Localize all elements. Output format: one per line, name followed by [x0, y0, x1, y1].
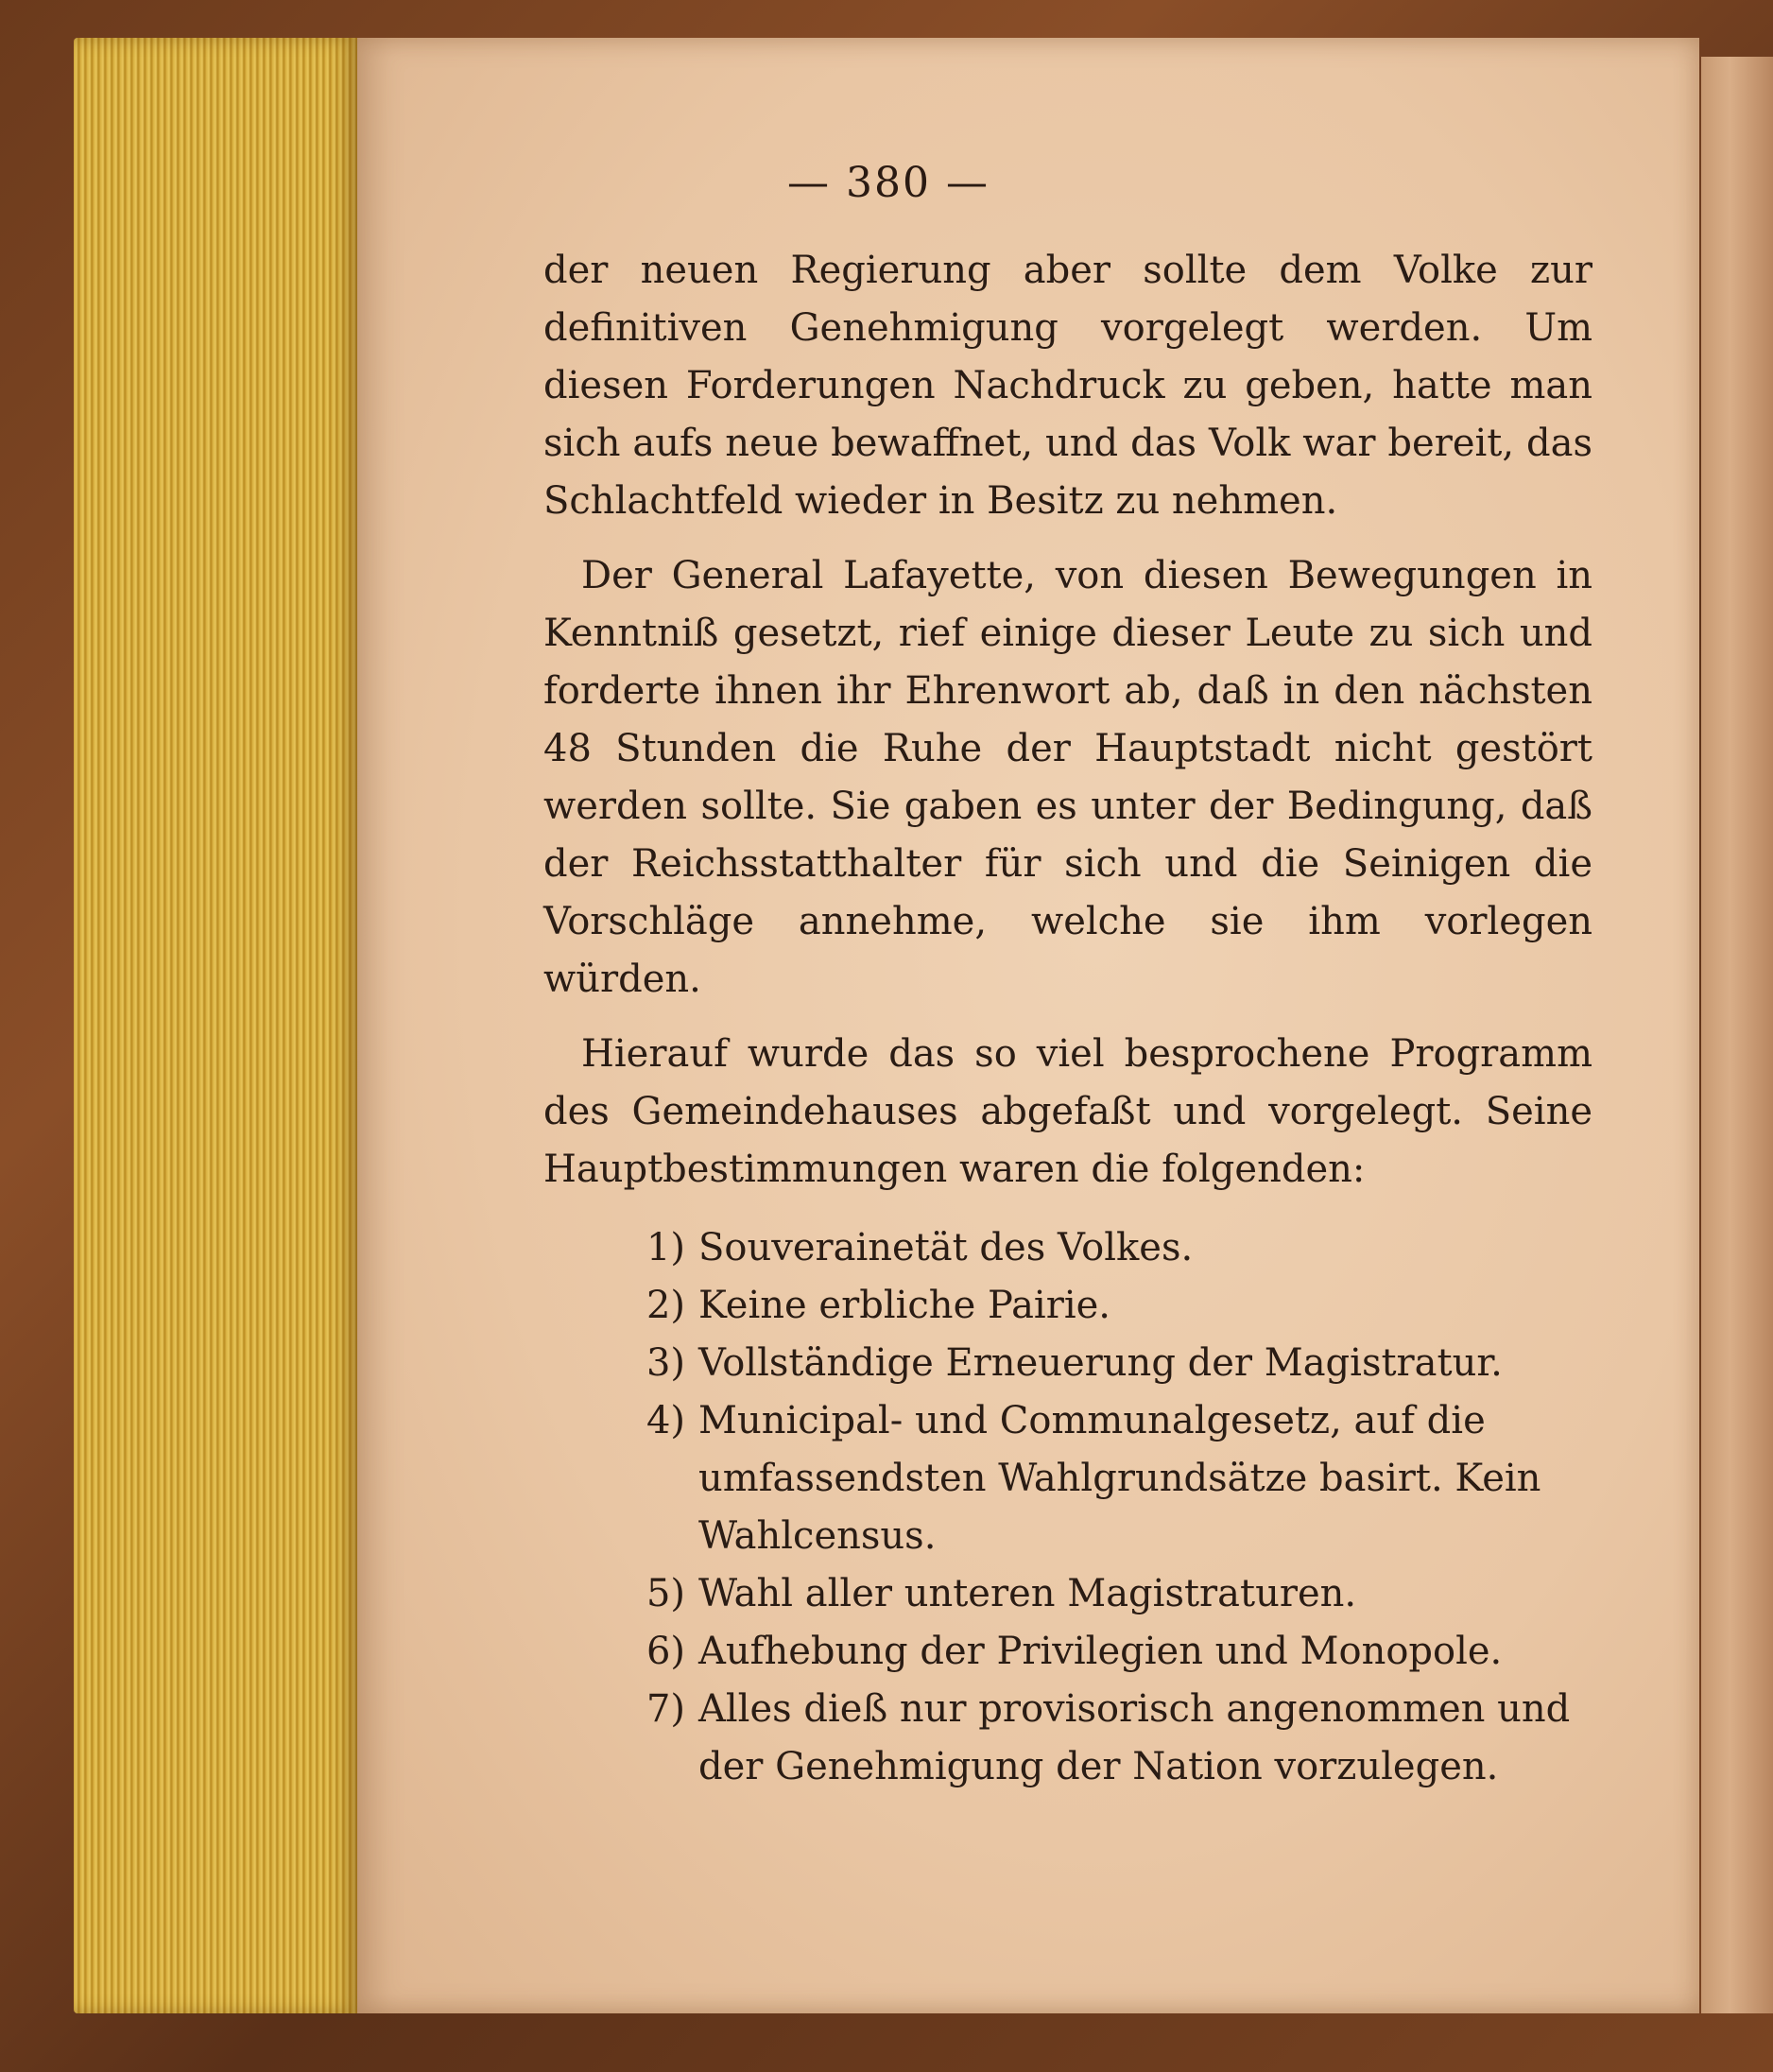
list-text: Keine erbliche Pairie.	[698, 1284, 1111, 1327]
list-number: 2)	[646, 1284, 685, 1327]
page-text	[543, 242, 1592, 1796]
list-item	[543, 1623, 1592, 1681]
list-item	[543, 1681, 1592, 1796]
list-text: Vollständige Erneuerung der Magistratur.	[698, 1341, 1503, 1385]
list-text: Alles dieß nur provisorisch angenommen und der Genehmigung der Nation vorzulegen.	[698, 1687, 1571, 1788]
paragraph: der neuen Regierung aber sollte dem Volke zur definitiven Genehmigung vorgelegt werden. Um diesen Forderungen Nachdruck zu geben, hatte man sich aufs neue bewaffnet, und das Volk war bereit, das Schlachtfeld wieder in Besitz zu nehmen.	[543, 249, 1592, 523]
page-number: — 380 —	[787, 159, 990, 207]
list-number: 4)	[646, 1399, 685, 1442]
list-number: 3)	[646, 1341, 685, 1385]
list-text: Municipal- und Communalgesetz, auf die umfassendsten Wahlgrundsätze basirt. Kein Wahlcensus.	[698, 1399, 1541, 1558]
list-item	[543, 1392, 1592, 1565]
list-item	[543, 1565, 1592, 1623]
page-edges	[74, 38, 357, 2013]
paragraph: Hierauf wurde das so viel besprochene Programm des Gemeindehauses abgefaßt und vorgelegt. Seine Hauptbestimmungen waren die folgenden:	[543, 1032, 1592, 1191]
list-number: 5)	[646, 1572, 685, 1615]
list-item	[543, 1277, 1592, 1335]
list-text: Aufhebung der Privilegien und Monopole.	[698, 1630, 1503, 1673]
list-item	[543, 1335, 1592, 1392]
list-number: 6)	[646, 1630, 685, 1673]
list-number: 7)	[646, 1687, 685, 1731]
list-item	[543, 1219, 1592, 1277]
list-text: Souverainetät des Volkes.	[698, 1226, 1194, 1269]
paragraph: Der General Lafayette, von diesen Bewegungen in Kenntniß gesetzt, rief einige dieser Leute zu sich und forderte ihnen ihr Ehrenwort ab, daß in den nächsten 48 Stunden die Ruhe der Hauptstadt nicht gestört werden sollte. Sie gaben es unter der Bedingung, daß der Reichsstatthalter für sich und die Seinigen die Vorschläge annehme, welche sie ihm vorlegen würden.	[543, 554, 1592, 1001]
program-list	[543, 1219, 1592, 1796]
next-page-edge	[1701, 57, 1773, 2013]
list-number: 1)	[646, 1226, 685, 1269]
list-text: Wahl aller unteren Magistraturen.	[698, 1572, 1357, 1615]
